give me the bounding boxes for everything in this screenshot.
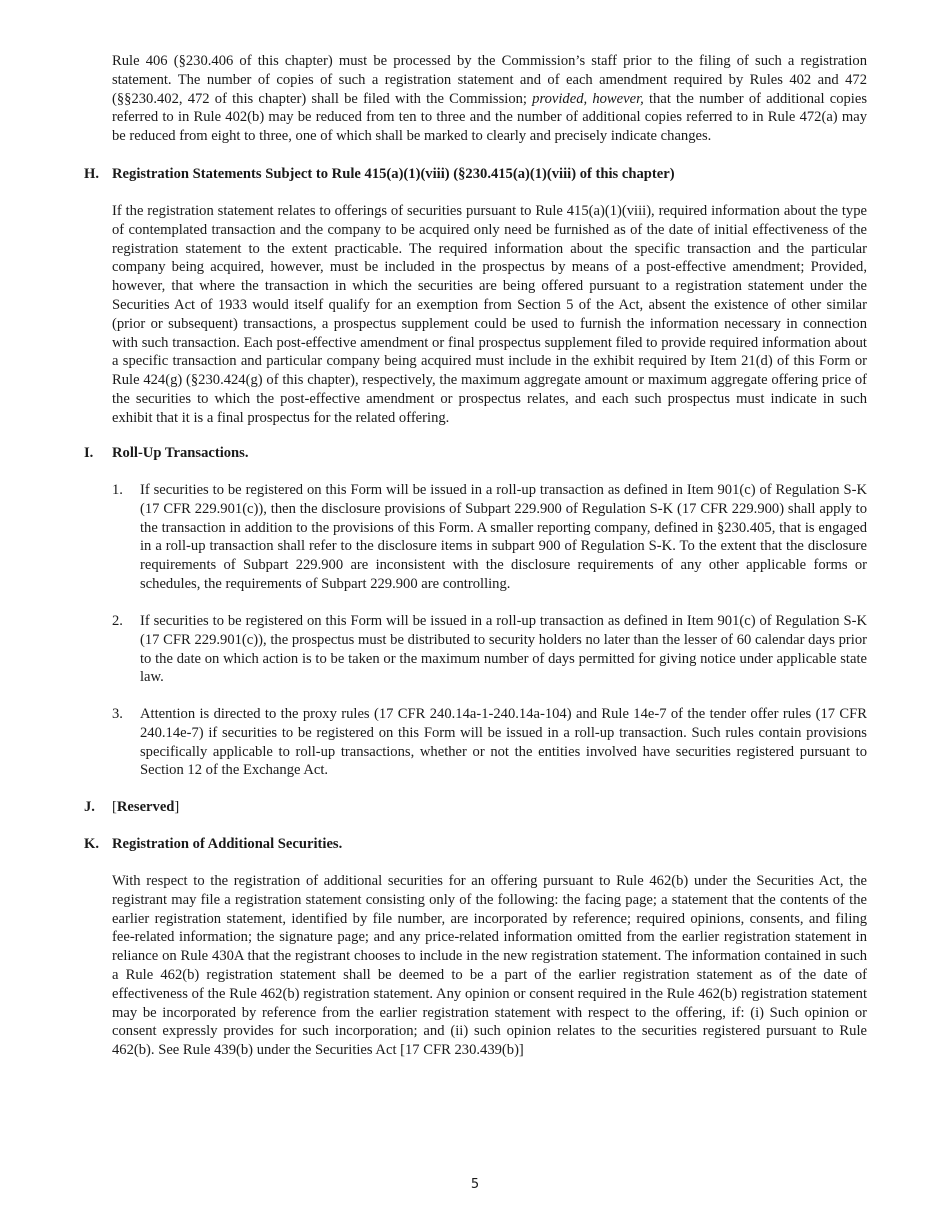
intro-italic-text: provided, however,: [532, 90, 644, 107]
section-h-body: If the registration statement relates to offerings of securities pursuant to Rule 415(a)(1)(viii), required information about the type of contemplated transaction and the company to be acquired only need be furnished as of the date of initial effectiveness of the registration statement to the extent practicable. The required information about the specific transaction and the particular company being acquired, however, must be included in the prospectus by means of a post-effective amendment; Provided, however, that where the transaction in which the securities are being offered pursuant to a registration statement under the Securities Act of 1933 would itself qualify for an exemption from Section 5 of the Act, absent the existence of other similar (prior or subsequent) transactions, a prospectus supplement could be used to furnish the information necessary in connection with such transaction. Each post-effective amendment or final prospectus supplement filed to provide required information about a specific transaction and particular company being acquired must include in the exhibit required by Item 21(d) of this Form or Rule 424(g) (§230.424(g) of this chapter), respectively, the maximum aggregate amount or maximum aggregate offering price of the securities to which the post-effective amendment or prospectus relates, and each such prospectus must indicate in such exhibit that it is a final prospectus for the related offering.: [112, 203, 867, 426]
page-number: 5: [470, 1177, 480, 1192]
section-h-title: Registration Statements Subject to Rule 415(a)(1)(viii) (§230.415(a)(1)(viii) of this chapter): [112, 166, 675, 182]
roll-up-item-2: [112, 612, 867, 687]
section-k-heading: [84, 835, 884, 854]
section-k-letter: K.: [84, 836, 99, 852]
section-i-letter: I.: [84, 445, 94, 461]
section-i-title: Roll-Up Transactions.: [112, 445, 249, 461]
section-j-letter: J.: [84, 799, 95, 815]
section-k-title: Registration of Additional Securities.: [112, 836, 343, 852]
section-k-body: With respect to the registration of additional securities for an offering pursuant to Rule 462(b) under the Securities Act, the registrant may file a registration statement consisting only of the following: the facing page; a statement that the contents of the earlier registration statement, identified by file number, are incorporated by reference; required opinions, consents, and filing fee-related information; the signature page; and any price-related information omitted from the earlier registration statement in reliance on Rule 430A that the registrant chooses to include in the new registration statement. The information contained in such a Rule 462(b) registration statement shall be deemed to be a part of the earlier registration statement as of the date of effectiveness of the Rule 462(b) registration statement. Any opinion or consent required in the Rule 462(b) registration statement may be incorporated by reference from the earlier registration statement with respect to the offering, if: (i) Such opinion or consent expressly provides for such incorporation; and (ii) such opinion relates to the securities registered pursuant to Rule 462(b). See Rule 439(b) under the Securities Act [17 CFR 230.439(b)]: [112, 873, 867, 1059]
section-i-heading: [84, 444, 884, 463]
roll-up-item-3: [112, 705, 867, 780]
section-j-heading: [84, 798, 884, 817]
intro-paragraph: [112, 52, 867, 146]
section-j-open-bracket: [: [112, 799, 117, 815]
section-h-heading: [84, 165, 884, 184]
intro-text-part1: Rule 406 (§230.406 of this chapter) must be processed by the Commission’s staff prior to the filing of such a registration statement. The number of copies of such a registration statement and of each amendment required by Rules 402 and 472 (§§230.402, 472 of this chapter) shall be filed with the Commission;: [112, 53, 867, 107]
list-number: 1.: [112, 482, 123, 498]
list-text: Attention is directed to the proxy rules (17 CFR 240.14a-1-240.14a-104) and Rule 14e-7 of the tender offer rules (17 CFR 240.14e-7) if securities to be registered on this Form will be issued in a roll-up transaction. Such rules contain provisions specifically applicable to roll-up transactions, whether or not the entities involved have securities registered pursuant to Section 12 of the Exchange Act.: [140, 706, 867, 779]
list-number: 2.: [112, 613, 123, 629]
list-text: If securities to be registered on this Form will be issued in a roll-up transaction as defined in Item 901(c) of Regulation S-K (17 CFR 229.901(c)), then the disclosure provisions of Subpart 229.900 of Regulation S-K (17 CFR 229.900) shall apply to the transaction in addition to the provisions of this Form. A smaller reporting company, defined in §230.405, that is engaged in a roll-up transaction shall refer to the disclosure items in subpart 900 of Regulation S-K. To the extent that the disclosure requirements of Subpart 229.900 are inconsistent with the disclosure requirements of any other applicable forms or schedules, the requirements of Subpart 229.900 are controlling.: [140, 482, 867, 592]
list-text: If securities to be registered on this Form will be issued in a roll-up transaction as defined in Item 901(c) of Regulation S-K (17 CFR 229.901(c)), the prospectus must be distributed to security holders no later than the lesser of 60 calendar days prior to the date on which action is to be taken or the maximum number of days permitted for giving notice under applicable state law.: [140, 613, 867, 686]
section-j-close-bracket: ]: [174, 799, 180, 815]
list-number: 3.: [112, 706, 123, 722]
section-h-letter: H.: [84, 166, 99, 182]
intro-text-part2: that the number of additional copies referred to in Rule 402(b) may be reduced from ten to three and the number of additional copies referred to in Rule 472(a) may be reduced from eight to three, one of which shall be marked to clearly and precisely indicate changes.: [112, 90, 867, 145]
section-j-title: Reserved: [116, 799, 175, 815]
roll-up-item-1: [112, 481, 867, 594]
